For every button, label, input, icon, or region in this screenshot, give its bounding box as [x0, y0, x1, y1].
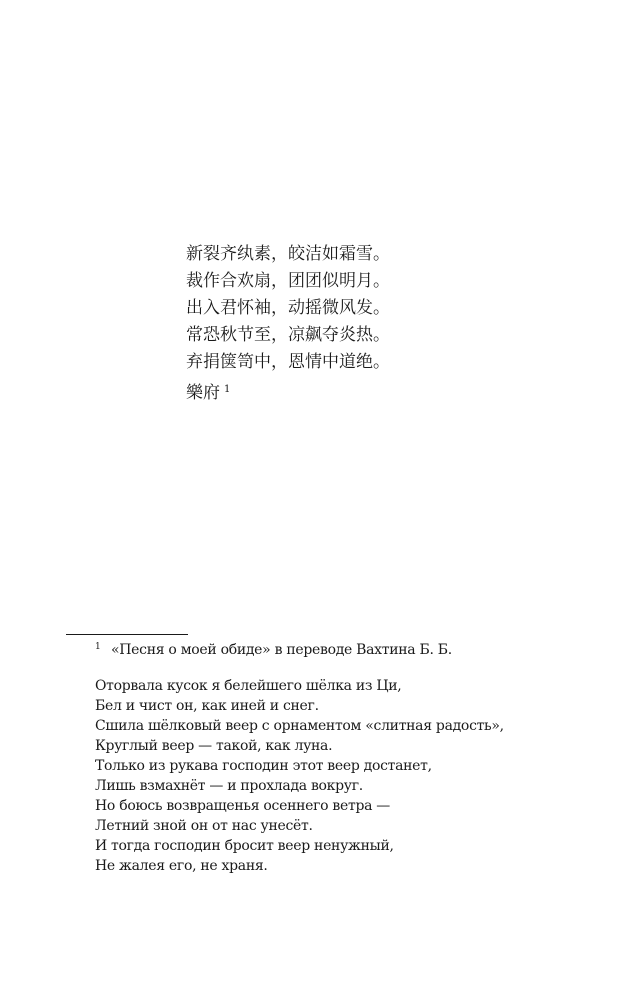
footnote-reference[interactable]: 1 — [224, 384, 231, 395]
translation-line: Круглый веер — такой, как луна. — [95, 738, 333, 754]
russian-translation — [95, 676, 504, 876]
footnote — [95, 640, 452, 660]
translation-line: Не жалея его, не храня. — [95, 858, 268, 874]
poem-line: 弃捐箧笥中，恩情中道绝。 — [186, 352, 390, 372]
poem-line: 新裂齐纨素，皎洁如霜雪。 — [186, 244, 390, 264]
poem-source — [186, 376, 390, 407]
translation-line: Но боюсь возвращенья осеннего ветра — — [95, 798, 391, 814]
footnote-divider — [66, 634, 188, 635]
translation-line: Летний зной он от нас унесёт. — [95, 818, 313, 834]
translation-line: Бел и чист он, как иней и снег. — [95, 698, 319, 714]
footnote-text: «Песня о моей обиде» в переводе Вахтина Б. Б. — [111, 642, 452, 658]
poem-source-label: 樂府 — [186, 383, 220, 403]
chinese-poem — [186, 241, 390, 407]
poem-line: 出入君怀袖，动摇微风发。 — [186, 298, 390, 318]
translation-line: Лишь взмахнёт — и прохлада вокруг. — [95, 778, 363, 794]
translation-line: Оторвала кусок я белейшего шёлка из Ци, — [95, 678, 402, 694]
poem-line: 常恐秋节至，凉飙夺炎热。 — [186, 325, 390, 345]
poem-line: 裁作合欢扇，团团似明月。 — [186, 271, 390, 291]
translation-line: И тогда господин бросит веер ненужный, — [95, 838, 394, 854]
footnote-number: 1 — [95, 642, 101, 652]
translation-line: Сшила шёлковый веер с орнаментом «слитная радость», — [95, 718, 504, 734]
translation-line: Только из рукава господин этот веер достанет, — [95, 758, 432, 774]
